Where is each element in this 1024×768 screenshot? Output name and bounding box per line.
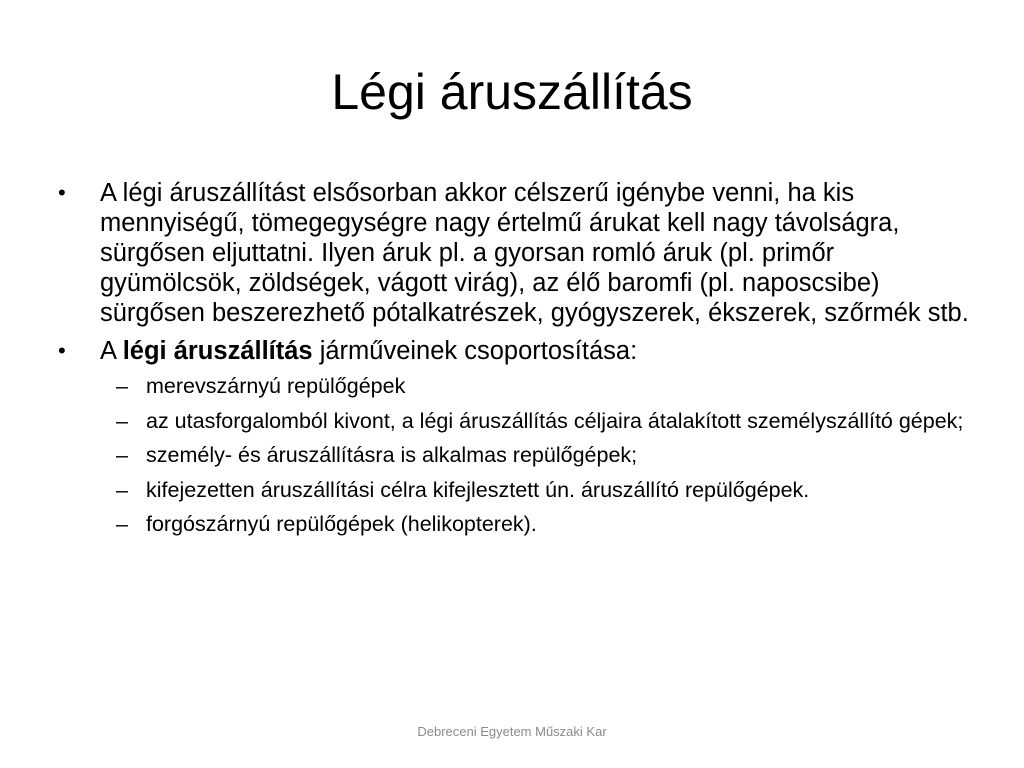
slide-title: Légi áruszállítás: [331, 64, 693, 120]
subbullet-text: forgószárnyú repülőgépek (helikopterek).: [146, 512, 537, 536]
subbullet-text: személy- és áruszállításra is alkalmas repülőgépek;: [146, 443, 638, 467]
bullet-item-1: [58, 178, 978, 328]
bullet-text-2-prefix: A: [100, 337, 123, 365]
subbullet-item-1: [58, 374, 978, 400]
subbullet-item-2: [58, 409, 978, 435]
dash-icon: –: [116, 443, 128, 467]
slide-body: [58, 178, 978, 547]
dash-icon: –: [116, 512, 128, 536]
bullet-text-2-bold: légi áruszállítás: [122, 337, 313, 365]
dash-icon: –: [116, 374, 128, 398]
bullet-icon: •: [58, 180, 66, 205]
subbullet-text: merevszárnyú repülőgépek: [146, 374, 406, 398]
bullet-icon: •: [58, 338, 66, 363]
subbullet-text: az utasforgalomból kivont, a légi áruszállítás céljaira átalakított személyszállító gépek;: [146, 408, 964, 433]
subbullet-item-4: [58, 478, 978, 504]
subbullet-text: kifejezetten áruszállítási célra kifejlesztett ún. áruszállító repülőgépek.: [146, 477, 810, 502]
slide-footer: Debreceni Egyetem Műszaki Kar: [417, 724, 607, 739]
bullet-text-2-suffix: járműveinek csoportosítása:: [312, 337, 638, 365]
bullet-text-1: A légi áruszállítást elsősorban akkor célszerű igénybe venni, ha kis mennyiségű, tömegegységre nagy értelmű árukat kell nagy távolságra, sürgősen eljuttatni. Ilyen áruk pl. a gyorsan romló áruk (pl. primőr gyümölcsök, zöldségek, vágott virág), az élő baromfi (pl. naposcsibe) sürgősen beszerezhető pótalkatrészek, gyógyszerek, ékszerek, szőrmék stb.: [100, 179, 969, 327]
subbullet-item-5: [58, 512, 978, 538]
dash-icon: –: [116, 408, 128, 433]
bullet-item-2: [58, 336, 978, 366]
dash-icon: –: [116, 477, 128, 502]
subbullet-item-3: [58, 443, 978, 469]
